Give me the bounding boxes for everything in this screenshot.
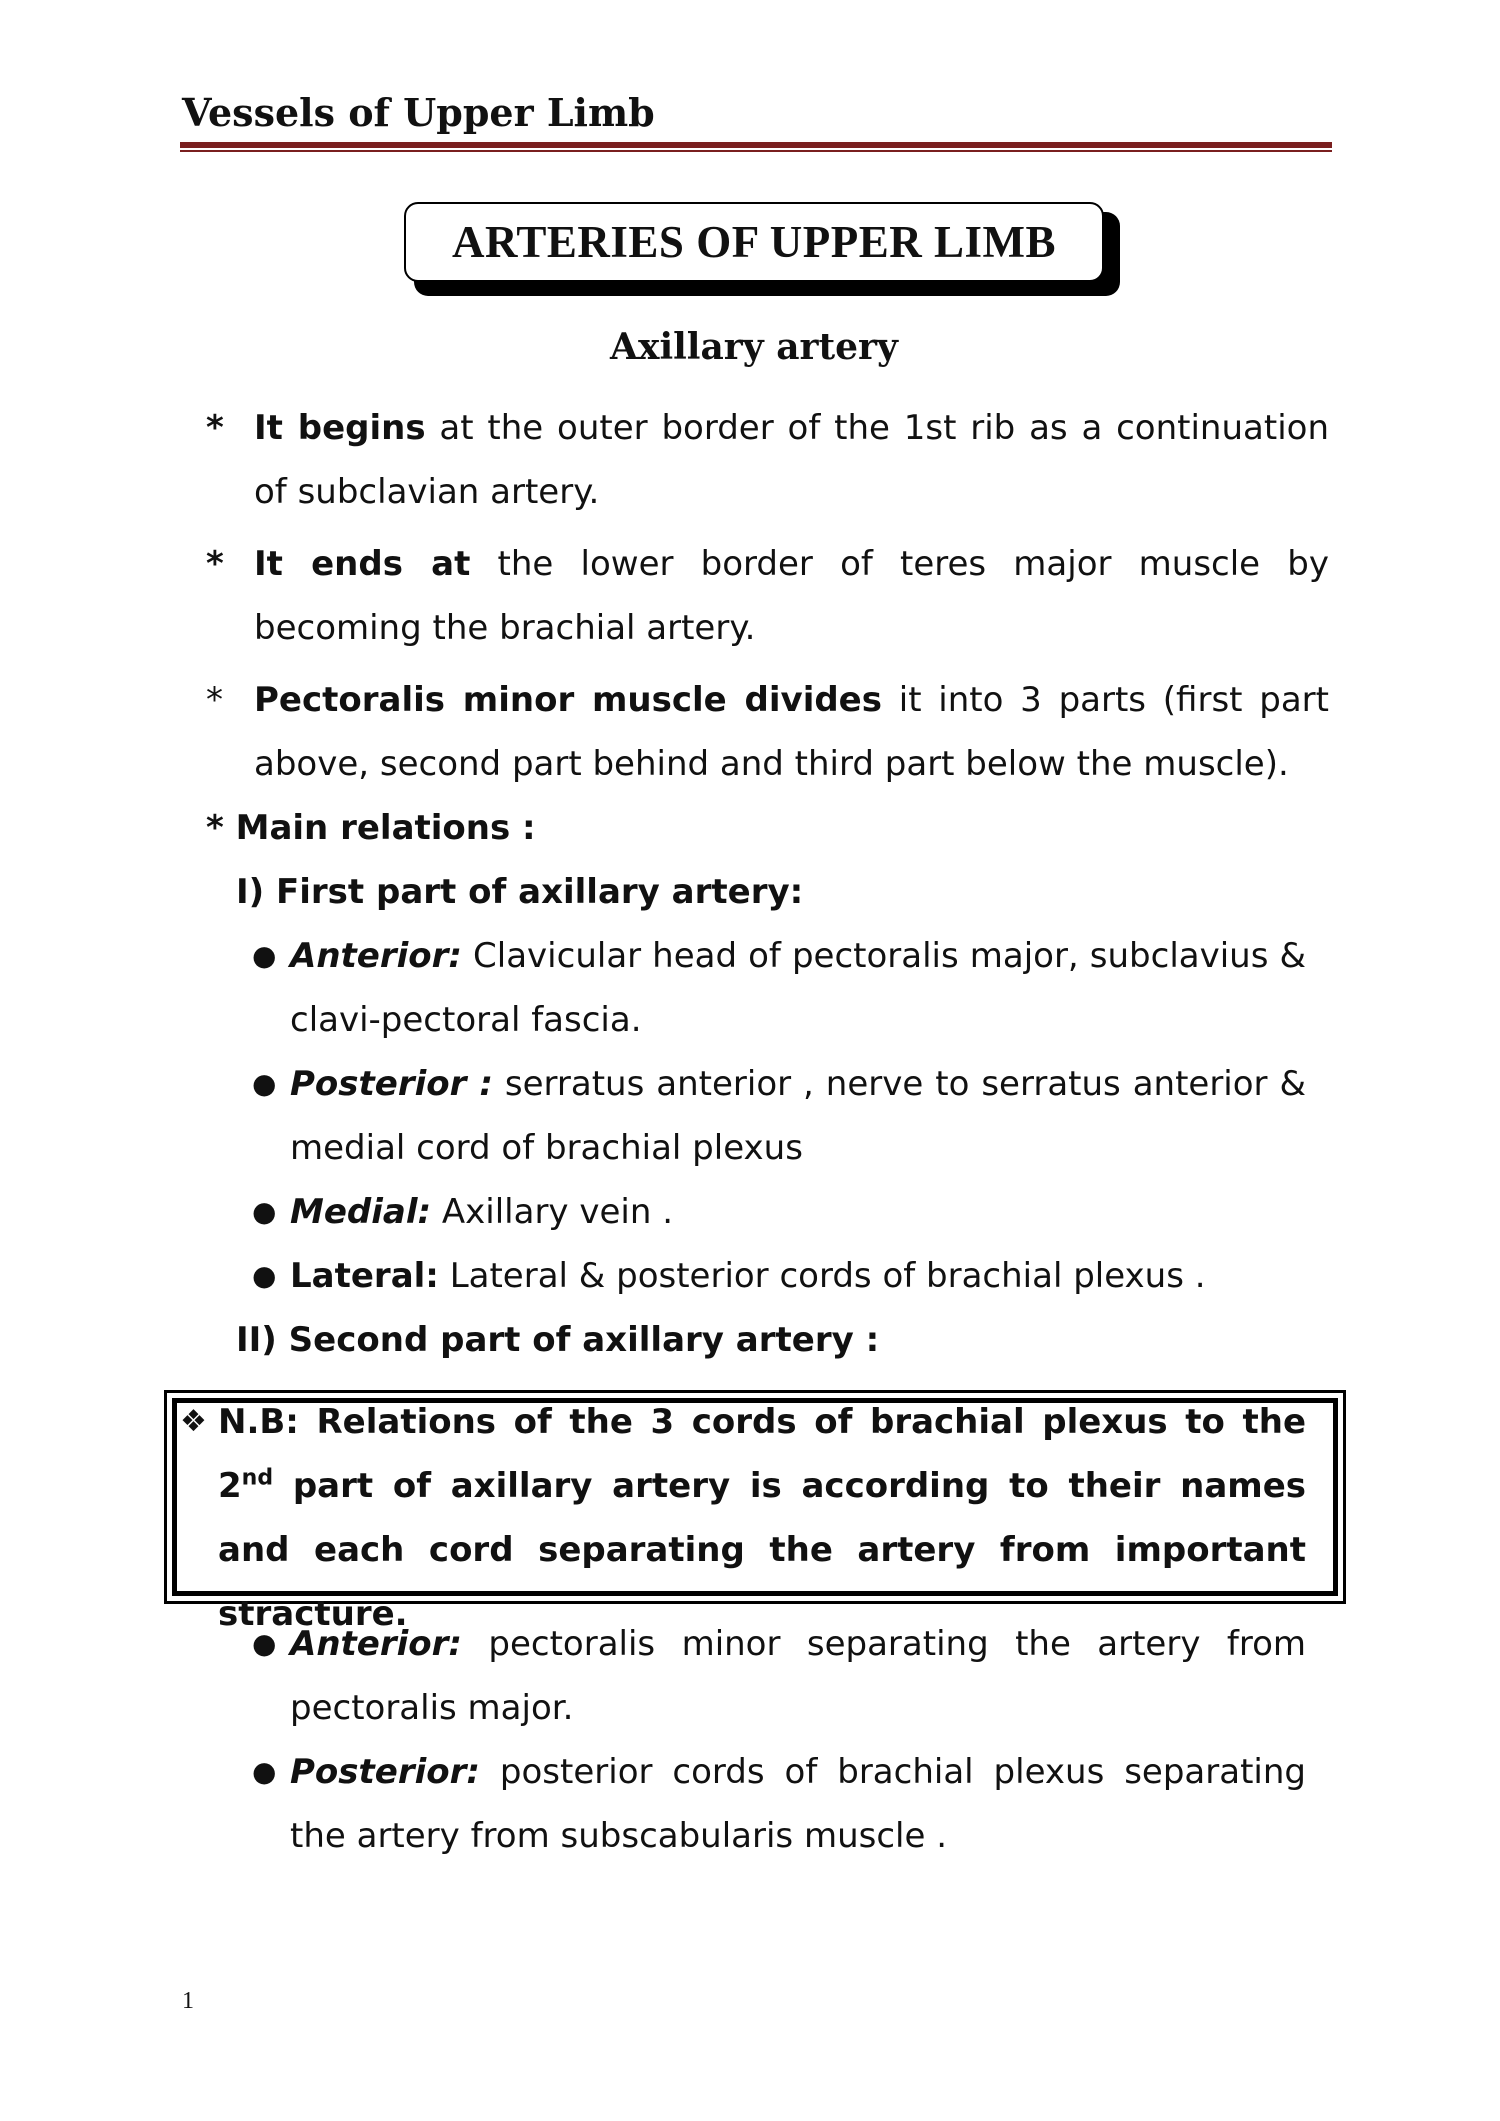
point-begins-label: It begins — [254, 408, 426, 448]
second-part-posterior — [290, 1740, 1306, 1868]
relation-text: posterior cords of brachial plexus separating the artery from subscabularis muscle . — [290, 1752, 1306, 1856]
note-text-a: N.B: Relations of the 3 cords of brachial plexus to the 2 — [218, 1402, 1306, 1506]
first-part-posterior — [290, 1052, 1306, 1180]
chapter-title-box — [404, 202, 1104, 282]
first-part-medial — [290, 1180, 1306, 1244]
bullet-dot: ● — [252, 1195, 277, 1228]
page-header-title: Vessels of Upper Limb — [182, 90, 655, 135]
point-ends — [254, 532, 1329, 660]
section-title: Axillary artery — [610, 326, 898, 368]
chapter-title: ARTERIES OF UPPER LIMB — [451, 217, 1057, 267]
relation-label: Posterior: — [290, 1752, 480, 1792]
relation-label: Lateral: — [290, 1256, 439, 1296]
star-bullet: * — [206, 544, 224, 584]
first-part-heading: I) First part of axillary artery: — [236, 872, 804, 912]
point-ends-text: the lower border of teres major muscle by becoming the brachial artery. — [254, 544, 1329, 648]
bullet-dot: ● — [252, 939, 277, 972]
note-text — [218, 1390, 1306, 1646]
bullet-dot: ● — [252, 1259, 277, 1292]
point-begins-text: at the outer border of the 1st rib as a continuation of subclavian artery. — [254, 408, 1329, 512]
page-number: 1 — [182, 1988, 194, 2014]
relation-text: Clavicular head of pectoralis major, subclavius & clavi-pectoral fascia. — [290, 936, 1306, 1040]
bullet-dot: ● — [252, 1627, 277, 1660]
first-part-lateral — [290, 1244, 1306, 1308]
relation-label: Posterior : — [290, 1064, 493, 1104]
second-part-heading: II) Second part of axillary artery : — [236, 1320, 880, 1360]
bullet-dot: ● — [252, 1067, 277, 1100]
header-rule — [180, 142, 1332, 148]
second-part-anterior — [290, 1612, 1306, 1740]
diamond-bullet-icon: ❖ — [180, 1404, 207, 1439]
note-text-b: part of axillary artery is according to their names and each cord separating the artery from important stracture. — [218, 1466, 1306, 1634]
star-bullet: * — [206, 408, 224, 448]
header-rule-thin — [180, 150, 1332, 152]
relation-label: Anterior: — [290, 1624, 462, 1664]
point-begins — [254, 396, 1329, 524]
relation-text: serratus anterior , nerve to serratus anterior & medial cord of brachial plexus — [290, 1064, 1306, 1168]
point-pectoralis — [254, 668, 1329, 796]
relation-label: Medial: — [290, 1192, 432, 1232]
point-pectoralis-text: it into 3 parts (first part above, second part behind and third part below the muscle). — [254, 680, 1329, 784]
first-part-anterior — [290, 924, 1306, 1052]
point-pectoralis-label: Pectoralis minor muscle divides — [254, 680, 882, 720]
main-relations-heading: * Main relations : — [206, 808, 536, 848]
star-bullet: * — [206, 680, 223, 720]
note-superscript: nd — [241, 1465, 274, 1491]
relation-text: Lateral & posterior cords of brachial plexus . — [438, 1256, 1206, 1296]
relation-text: pectoralis minor separating the artery from pectoralis major. — [290, 1624, 1306, 1728]
bullet-dot: ● — [252, 1755, 277, 1788]
point-ends-label: It ends at — [254, 544, 471, 584]
relation-label: Anterior: — [290, 936, 462, 976]
relation-text: Axillary vein . — [431, 1192, 674, 1232]
